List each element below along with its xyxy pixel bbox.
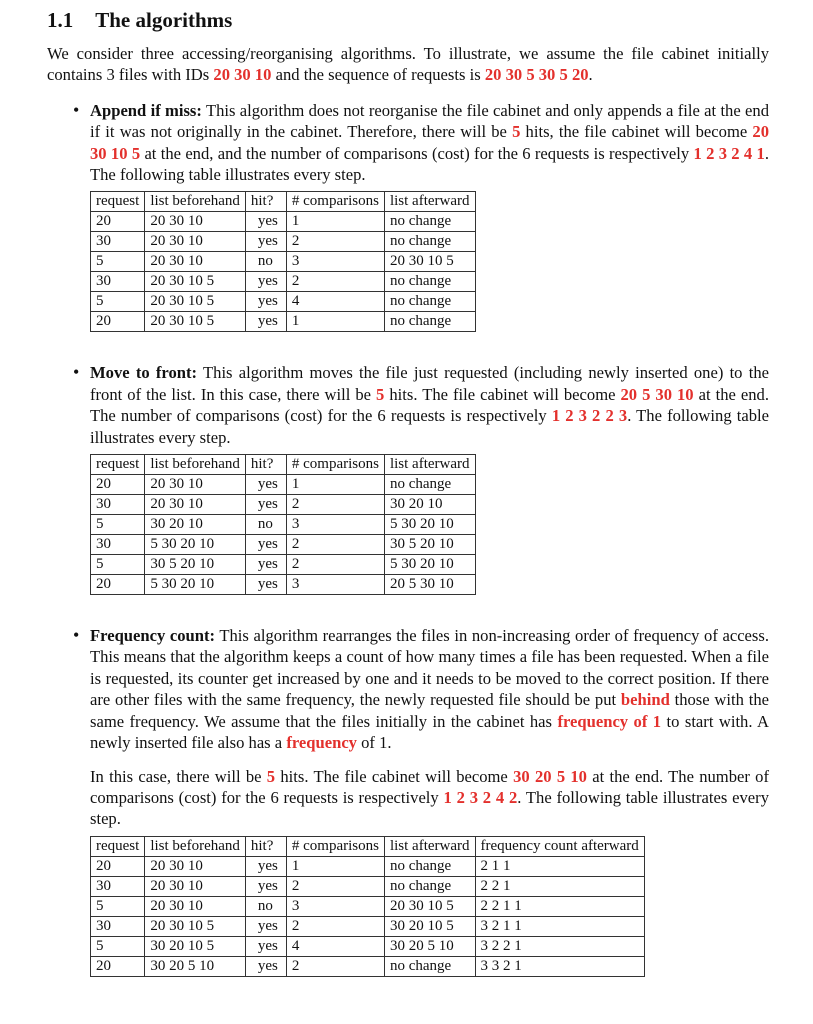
- table-cell: 5: [91, 896, 145, 916]
- column-header: request: [91, 192, 145, 212]
- table-cell: yes: [245, 475, 286, 495]
- table-row: [91, 876, 645, 896]
- frequency-count-table: [90, 836, 645, 977]
- table-cell: 5: [91, 292, 145, 312]
- text: . The following table illustrates every step.: [90, 787, 769, 829]
- table-cell: yes: [245, 272, 286, 292]
- highlighted-text: 1 2 3 2 4 2: [443, 787, 518, 807]
- highlighted-text: 30 20 5 10: [513, 766, 587, 786]
- table-cell: yes: [245, 916, 286, 936]
- table-cell: 20 30 10 5: [145, 272, 246, 292]
- table-cell: 20: [91, 575, 145, 595]
- text: .: [588, 65, 593, 85]
- highlighted-text: 20 30 10 5: [90, 122, 769, 163]
- table-cell: 30 20 5 10: [145, 956, 246, 976]
- table-cell: 20: [91, 212, 145, 232]
- table-cell: 20 30 10: [145, 252, 246, 272]
- text: hits. The file cabinet will become: [275, 766, 514, 786]
- highlighted-text: behind: [620, 690, 670, 710]
- column-header: # comparisons: [286, 192, 384, 212]
- table-cell: 20 30 10 5: [384, 252, 475, 272]
- table-cell: 5: [91, 515, 145, 535]
- table-cell: 30 20 10 5: [145, 936, 246, 956]
- highlighted-text: 1 2 3 2 4 1: [693, 143, 765, 163]
- text: at the end. The number of comparisons (cost) for the 6 requests is respectively: [90, 766, 769, 807]
- column-header: list beforehand: [145, 455, 246, 475]
- section-heading: [47, 8, 769, 33]
- column-header: request: [91, 836, 145, 856]
- highlighted-text: 20 5 30 10: [620, 384, 694, 404]
- table-cell: no change: [384, 312, 475, 332]
- bullet-paragraph: [90, 362, 769, 448]
- table-cell: 2: [286, 232, 384, 252]
- result-paragraph: [90, 766, 769, 830]
- table-cell: 5: [91, 936, 145, 956]
- table-cell: 3: [286, 575, 384, 595]
- table-row: [91, 575, 476, 595]
- table-cell: yes: [245, 535, 286, 555]
- table-cell: 30: [91, 232, 145, 252]
- table-cell: yes: [245, 876, 286, 896]
- table-cell: 20 30 10 5: [145, 916, 246, 936]
- column-header: list beforehand: [145, 836, 246, 856]
- table-cell: yes: [245, 956, 286, 976]
- bullet-move-to-front: [90, 362, 769, 595]
- bold-label: Append if miss:: [90, 100, 202, 120]
- table-cell: no: [245, 515, 286, 535]
- text: to start with. A newly inserted file also has a: [90, 711, 769, 753]
- table-cell: yes: [245, 212, 286, 232]
- table-row: [91, 292, 476, 312]
- table-cell: yes: [245, 856, 286, 876]
- table-cell: 30: [91, 916, 145, 936]
- table-cell: 3 2 1 1: [475, 916, 644, 936]
- table-row: [91, 515, 476, 535]
- table-cell: no change: [384, 212, 475, 232]
- table-cell: 2: [286, 876, 384, 896]
- intro-paragraph: [47, 43, 769, 86]
- table-cell: yes: [245, 312, 286, 332]
- table-cell: no change: [384, 272, 475, 292]
- table-cell: yes: [245, 555, 286, 575]
- column-header: list beforehand: [145, 192, 246, 212]
- bold-label: Move to front:: [90, 363, 198, 383]
- column-header: # comparisons: [286, 836, 384, 856]
- table-cell: 2: [286, 555, 384, 575]
- column-header: hit?: [245, 455, 286, 475]
- table-cell: 30 5 20 10: [145, 555, 246, 575]
- table-cell: 20 30 10 5: [145, 292, 246, 312]
- column-header: hit?: [245, 192, 286, 212]
- table-cell: 30 5 20 10: [384, 535, 475, 555]
- table-cell: yes: [245, 495, 286, 515]
- table-cell: 1: [286, 475, 384, 495]
- section-title: The algorithms: [95, 8, 233, 32]
- table-cell: 20 30 10: [145, 212, 246, 232]
- table-cell: 2: [286, 495, 384, 515]
- table-cell: 5: [91, 252, 145, 272]
- table-row: [91, 272, 476, 292]
- text: We consider three accessing/reorganising algorithms. To illustrate, we assume the file cabinet initially contains 3 files with IDs: [47, 44, 769, 85]
- table-cell: yes: [245, 936, 286, 956]
- table-row: [91, 212, 476, 232]
- column-header: list afterward: [384, 192, 475, 212]
- append-if-miss-table: [90, 191, 476, 332]
- table-cell: 2 2 1: [475, 876, 644, 896]
- table-cell: 20: [91, 475, 145, 495]
- table-row: [91, 475, 476, 495]
- table-cell: no change: [384, 292, 475, 312]
- table-cell: 20: [91, 956, 145, 976]
- table-cell: 5 30 20 10: [384, 515, 475, 535]
- highlighted-text: frequency of 1: [557, 711, 662, 731]
- table-header-row: [91, 455, 476, 475]
- text: In this case, there will be: [90, 766, 267, 786]
- bullet-paragraph: [90, 100, 769, 186]
- table-cell: 30: [91, 272, 145, 292]
- text: at the end. The number of comparisons (cost) for the 6 requests is respectively: [90, 384, 769, 426]
- text: of 1.: [356, 733, 392, 753]
- table-row: [91, 956, 645, 976]
- table-cell: 20 30 10: [145, 856, 246, 876]
- table-cell: 2: [286, 916, 384, 936]
- highlighted-text: 5: [266, 766, 276, 786]
- table-row: [91, 495, 476, 515]
- table-cell: no change: [384, 475, 475, 495]
- text: This algorithm does not reorganise the file cabinet and only appends a file at the end if it was not originally in the cabinet. Therefore, there will be: [90, 100, 769, 142]
- document-page: [47, 8, 769, 1007]
- table-cell: 4: [286, 936, 384, 956]
- table-cell: 30: [91, 495, 145, 515]
- column-header: list afterward: [384, 455, 475, 475]
- table-row: [91, 232, 476, 252]
- table-cell: no: [245, 252, 286, 272]
- bold-label: Frequency count:: [90, 626, 216, 646]
- bullet-append-if-miss: [90, 100, 769, 333]
- highlighted-text: 20 30 5 30 5 20: [484, 65, 589, 85]
- highlighted-text: 20 30 10: [213, 65, 272, 85]
- table-cell: 20 5 30 10: [384, 575, 475, 595]
- table-row: [91, 916, 645, 936]
- column-header: request: [91, 455, 145, 475]
- table-cell: 3 2 2 1: [475, 936, 644, 956]
- table-cell: 5 30 20 10: [384, 555, 475, 575]
- highlighted-text: frequency: [286, 733, 357, 753]
- column-header: hit?: [245, 836, 286, 856]
- table-cell: 1: [286, 212, 384, 232]
- bullet-paragraph: [90, 625, 769, 753]
- table-cell: 20 30 10: [145, 232, 246, 252]
- table-row: [91, 312, 476, 332]
- text: hits. The file cabinet will become: [384, 384, 621, 404]
- text: those with the same frequency. We assume that the files initially in the cabinet has: [90, 690, 769, 731]
- table-cell: 20 30 10: [145, 475, 246, 495]
- table-row: [91, 252, 476, 272]
- table-row: [91, 936, 645, 956]
- column-header: # comparisons: [286, 455, 384, 475]
- table-cell: no change: [384, 956, 475, 976]
- table-cell: 2: [286, 956, 384, 976]
- table-cell: 20: [91, 856, 145, 876]
- table-cell: 5 30 20 10: [145, 535, 246, 555]
- table-cell: 2: [286, 535, 384, 555]
- table-row: [91, 535, 476, 555]
- move-to-front-table: [90, 454, 476, 595]
- algorithm-list: [47, 100, 769, 977]
- table-cell: 3: [286, 896, 384, 916]
- table-cell: 20 30 10 5: [145, 312, 246, 332]
- table-cell: 2 1 1: [475, 856, 644, 876]
- table-cell: yes: [245, 575, 286, 595]
- table-cell: no change: [384, 876, 475, 896]
- table-cell: no: [245, 896, 286, 916]
- table-cell: 20: [91, 312, 145, 332]
- table-cell: 30: [91, 535, 145, 555]
- bullet-frequency-count: [90, 625, 769, 977]
- table-row: [91, 896, 645, 916]
- table-cell: 2 2 1 1: [475, 896, 644, 916]
- table-cell: 1: [286, 312, 384, 332]
- table-cell: 30: [91, 876, 145, 896]
- column-header: list afterward: [384, 836, 475, 856]
- table-header-row: [91, 836, 645, 856]
- section-number: 1.1: [47, 8, 74, 32]
- table-cell: 20 30 10 5: [384, 896, 475, 916]
- table-cell: 20 30 10: [145, 495, 246, 515]
- table-cell: 3 3 2 1: [475, 956, 644, 976]
- table-cell: 4: [286, 292, 384, 312]
- table-cell: 20 30 10: [145, 896, 246, 916]
- table-header-row: [91, 192, 476, 212]
- table-cell: yes: [245, 292, 286, 312]
- table-cell: 30 20 10: [384, 495, 475, 515]
- text: . The following table illustrates every step.: [90, 406, 769, 447]
- text: and the sequence of requests is: [271, 65, 485, 85]
- column-header: frequency count afterward: [475, 836, 644, 856]
- text: . The following table illustrates every step.: [90, 143, 769, 185]
- table-cell: 3: [286, 252, 384, 272]
- table-cell: 30 20 10 5: [384, 916, 475, 936]
- table-cell: 5: [91, 555, 145, 575]
- highlighted-text: 1 2 3 2 2 3: [551, 406, 628, 426]
- table-row: [91, 856, 645, 876]
- table-cell: no change: [384, 232, 475, 252]
- table-cell: no change: [384, 856, 475, 876]
- text: This algorithm rearranges the files in non-increasing order of frequency of access. This means that the algorithm keeps a count of how many times a file has been requested. When a file is requested, its counter get increased by one and it needs to be moved to the correct position. If there are other files with the same frequency, the newly requested file should be put: [90, 626, 769, 710]
- table-cell: 2: [286, 272, 384, 292]
- table-cell: 20 30 10: [145, 876, 246, 896]
- text: hits, the file cabinet will become: [520, 122, 753, 142]
- table-cell: 30 20 5 10: [384, 936, 475, 956]
- table-cell: 30 20 10: [145, 515, 246, 535]
- table-cell: 1: [286, 856, 384, 876]
- text: at the end, and the number of comparisons (cost) for the 6 requests is respectively: [140, 143, 694, 163]
- table-cell: 5 30 20 10: [145, 575, 246, 595]
- highlighted-text: 5: [512, 122, 521, 142]
- table-row: [91, 555, 476, 575]
- table-cell: yes: [245, 232, 286, 252]
- highlighted-text: 5: [376, 384, 385, 404]
- text: This algorithm moves the file just requested (including newly inserted one) to the front of the list. In this case, there will be: [90, 363, 769, 404]
- table-cell: 3: [286, 515, 384, 535]
